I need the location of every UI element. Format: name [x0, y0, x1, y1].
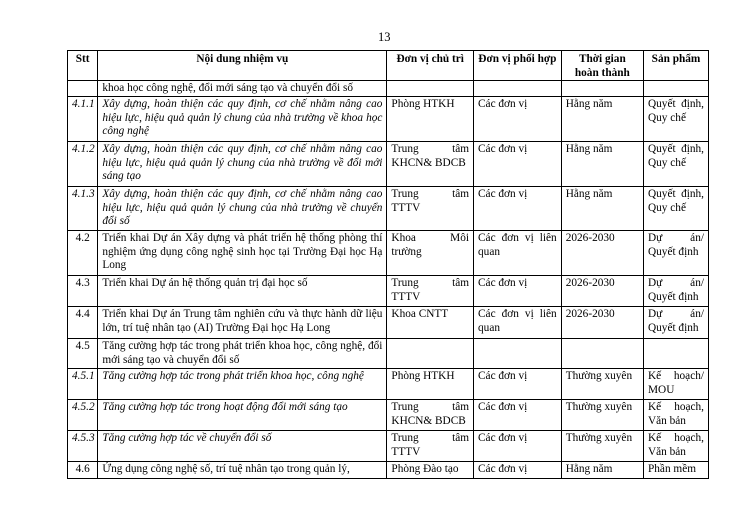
row-lead-unit: Khoa Môi trường — [387, 231, 474, 276]
header-stt: Stt — [68, 51, 98, 81]
row-coop-unit: Các đơn vị liên quan — [474, 231, 562, 276]
row-lead-unit: Trung tâm TTTV — [387, 276, 474, 307]
row-coop-unit: Các đơn vị — [474, 431, 562, 462]
row-stt: 4.3 — [68, 276, 98, 307]
row-product: Phần mềm — [644, 462, 709, 479]
table-row — [68, 97, 709, 142]
row-deadline: Hằng năm — [561, 187, 643, 231]
row-coop-unit: Các đơn vị — [474, 369, 562, 400]
row-stt: 4.1.3 — [68, 187, 98, 231]
row-content: Tăng cường hợp tác về chuyển đổi số — [98, 431, 387, 462]
row-product: Quyết định, Quy chế — [644, 97, 709, 142]
row-product: Dự án/ Quyết định — [644, 307, 709, 339]
row-lead-unit: Trung tâm TTTV — [387, 431, 474, 462]
row-coop-unit — [474, 81, 562, 97]
table-row — [68, 339, 709, 369]
row-deadline: Thường xuyên — [561, 369, 643, 400]
row-lead-unit — [387, 339, 474, 369]
row-product: Kế hoạch/ MOU — [644, 369, 709, 400]
row-stt: 4.4 — [68, 307, 98, 339]
header-content: Nội dung nhiệm vụ — [98, 51, 387, 81]
row-content: Tăng cường hợp tác trong phát triển khoa học, công nghệ — [98, 369, 387, 400]
row-lead-unit: Phòng Đào tạo — [387, 462, 474, 479]
row-deadline: 2026-2030 — [561, 276, 643, 307]
row-deadline: 2026-2030 — [561, 231, 643, 276]
row-stt: 4.5 — [68, 339, 98, 369]
row-lead-unit: Trung tâm KHCN& BDCB — [387, 400, 474, 431]
page-number: 13 — [378, 30, 391, 44]
row-coop-unit: Các đơn vị — [474, 97, 562, 142]
row-product: Kế hoạch, Văn bản — [644, 431, 709, 462]
row-content: Xây dựng, hoàn thiện các quy định, cơ chế nhằm nâng cao hiệu lực, hiệu quả quản lý chung của nhà trường về khoa học công nghệ — [98, 97, 387, 142]
row-coop-unit: Các đơn vị — [474, 276, 562, 307]
row-deadline: Thường xuyên — [561, 431, 643, 462]
row-deadline — [561, 81, 643, 97]
header-product: Sản phẩm — [644, 51, 709, 81]
row-stt: 4.6 — [68, 462, 98, 479]
row-lead-unit: Phòng HTKH — [387, 369, 474, 400]
row-lead-unit: Trung tâm TTTV — [387, 187, 474, 231]
table-row — [68, 276, 709, 307]
row-stt: 4.5.1 — [68, 369, 98, 400]
row-coop-unit: Các đơn vị — [474, 462, 562, 479]
row-coop-unit: Các đơn vị — [474, 187, 562, 231]
row-lead-unit: Phòng HTKH — [387, 97, 474, 142]
header-coop-unit: Đơn vị phối hợp — [474, 51, 562, 81]
header-lead-unit: Đơn vị chủ trì — [387, 51, 474, 81]
table-row — [68, 231, 709, 276]
task-table — [67, 50, 709, 479]
row-deadline — [561, 339, 643, 369]
table-row — [68, 431, 709, 462]
row-stt: 4.1.2 — [68, 142, 98, 187]
row-deadline: 2026-2030 — [561, 307, 643, 339]
table-row — [68, 142, 709, 187]
table-row — [68, 369, 709, 400]
row-coop-unit — [474, 339, 562, 369]
row-stt: 4.1.1 — [68, 97, 98, 142]
header-deadline: Thời gian hoàn thành — [561, 51, 643, 81]
row-lead-unit: Khoa CNTT — [387, 307, 474, 339]
row-content: Tăng cường hợp tác trong phát triển khoa học, công nghệ, đổi mới sáng tạo và chuyển đổi số — [98, 339, 387, 369]
row-deadline: Thường xuyên — [561, 400, 643, 431]
table-row — [68, 400, 709, 431]
row-content: Xây dựng, hoàn thiện các quy định, cơ chế nhằm nâng cao hiệu lực, hiệu quả quản lý chung của nhà trường về chuyển đổi số — [98, 187, 387, 231]
row-product — [644, 339, 709, 369]
row-stt: 4.5.3 — [68, 431, 98, 462]
row-lead-unit: Trung tâm KHCN& BDCB — [387, 142, 474, 187]
row-content: Triển khai Dự án Xây dựng và phát triển hệ thống phòng thí nghiệm ứng dụng công nghệ sinh học tại Trường Đại học Hạ Long — [98, 231, 387, 276]
table-row — [68, 462, 709, 479]
row-content: Triển khai Dự án hệ thống quản trị đại học số — [98, 276, 387, 307]
row-stt — [68, 81, 98, 97]
row-stt: 4.2 — [68, 231, 98, 276]
table-row — [68, 81, 709, 97]
table-row — [68, 187, 709, 231]
row-deadline: Hằng năm — [561, 462, 643, 479]
table-row — [68, 307, 709, 339]
row-deadline: Hằng năm — [561, 97, 643, 142]
row-coop-unit: Các đơn vị — [474, 142, 562, 187]
row-coop-unit: Các đơn vị — [474, 400, 562, 431]
row-deadline: Hằng năm — [561, 142, 643, 187]
row-content: Tăng cường hợp tác trong hoạt động đổi mới sáng tạo — [98, 400, 387, 431]
row-content: Ứng dụng công nghệ số, trí tuệ nhân tạo trong quản lý, — [98, 462, 387, 479]
row-product — [644, 81, 709, 97]
row-product: Quyết định, Quy chế — [644, 142, 709, 187]
row-product: Dự án/ Quyết định — [644, 231, 709, 276]
row-product: Quyết định, Quy chế — [644, 187, 709, 231]
row-lead-unit — [387, 81, 474, 97]
row-coop-unit: Các đơn vị liên quan — [474, 307, 562, 339]
table-header-row — [68, 51, 709, 81]
row-stt: 4.5.2 — [68, 400, 98, 431]
row-content: khoa học công nghệ, đổi mới sáng tạo và chuyển đổi số — [98, 81, 387, 97]
row-content: Xây dựng, hoàn thiện các quy định, cơ chế nhằm nâng cao hiệu lực, hiệu quả quản lý chung của nhà trường về đổi mới sáng tạo — [98, 142, 387, 187]
row-product: Dự án/ Quyết định — [644, 276, 709, 307]
row-product: Kế hoạch, Văn bản — [644, 400, 709, 431]
row-content: Triển khai Dự án Trung tâm nghiên cứu và thực hành dữ liệu lớn, trí tuệ nhân tạo (AI) Trường Đại học Hạ Long — [98, 307, 387, 339]
